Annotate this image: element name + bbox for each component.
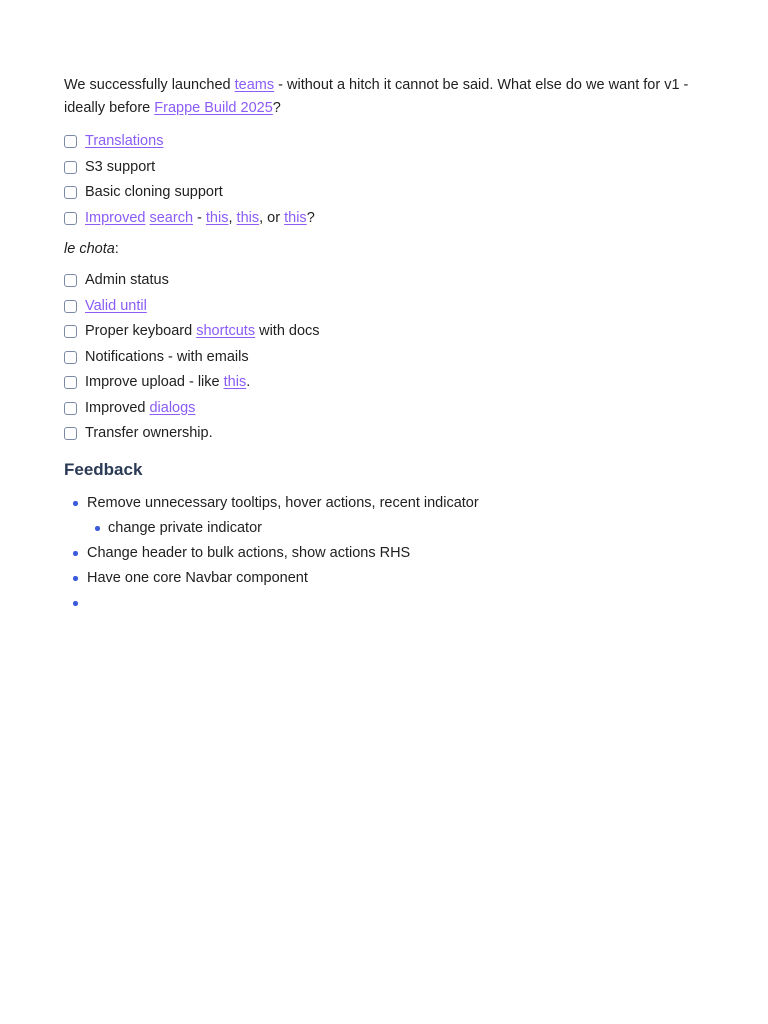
task-item-notifications xyxy=(64,345,704,371)
shortcuts-link[interactable]: shortcuts xyxy=(196,323,256,340)
checkbox[interactable] xyxy=(64,186,77,199)
checkbox[interactable] xyxy=(64,427,77,440)
checkbox[interactable] xyxy=(64,135,77,148)
task-item-valid-until xyxy=(64,294,704,320)
checkbox[interactable] xyxy=(64,351,77,364)
task-item-s3 xyxy=(64,155,704,181)
this-link-1[interactable]: this xyxy=(205,209,229,226)
dialogs-link[interactable]: dialogs xyxy=(149,399,196,416)
le-chota-label[interactable] xyxy=(64,238,704,261)
task-text: . xyxy=(246,374,251,391)
list-item[interactable] xyxy=(64,566,704,591)
frappe-build-link[interactable]: Frappe Build 2025 xyxy=(154,100,273,116)
teams-link[interactable]: teams xyxy=(234,77,275,93)
checkbox[interactable] xyxy=(64,376,77,389)
upload-this-link[interactable]: this xyxy=(223,374,247,391)
checkbox[interactable] xyxy=(64,325,77,338)
task-text: Proper keyboard xyxy=(85,323,197,340)
list-item[interactable] xyxy=(64,541,704,566)
intro-text-1: We successfully launched xyxy=(64,77,235,93)
task-label[interactable] xyxy=(85,320,320,343)
this-link-3[interactable]: this xyxy=(284,209,307,226)
task-label[interactable]: Transfer ownership. xyxy=(85,425,213,442)
checkbox[interactable] xyxy=(64,161,77,174)
feedback-text: Remove unnecessary tooltips, hover actions, recent indicator xyxy=(87,494,479,511)
task-item-transfer xyxy=(64,421,704,447)
list-item[interactable] xyxy=(64,491,704,541)
task-label[interactable] xyxy=(85,371,250,394)
task-text: with docs xyxy=(255,323,320,340)
task-item-search xyxy=(64,206,704,232)
checkbox[interactable] xyxy=(64,402,77,415)
separator-text: - xyxy=(193,209,206,226)
task-item-translations xyxy=(64,129,704,155)
checkbox[interactable] xyxy=(64,300,77,313)
task-label[interactable] xyxy=(85,207,315,230)
task-item-dialogs xyxy=(64,396,704,422)
task-item-shortcuts xyxy=(64,319,704,345)
intro-paragraph[interactable] xyxy=(64,74,704,120)
list-item-empty[interactable] xyxy=(64,591,704,616)
le-chota-colon: : xyxy=(114,241,119,257)
feedback-text: Change header to bulk actions, show actions RHS xyxy=(87,544,411,561)
checkbox[interactable] xyxy=(64,274,77,287)
translations-link[interactable]: Translations xyxy=(85,133,164,150)
small-task-list xyxy=(64,268,704,447)
task-label[interactable]: S3 support xyxy=(85,158,156,175)
v1-task-list xyxy=(64,129,704,231)
this-link-2[interactable]: this xyxy=(236,209,260,226)
task-item-upload xyxy=(64,370,704,396)
task-label[interactable]: Notifications - with emails xyxy=(85,348,249,365)
improved-link[interactable]: Improved xyxy=(85,209,146,226)
task-text: Improve upload - like xyxy=(85,374,224,391)
intro-text-2: - without a hitch it cannot be said. What else do we want for v1 - ideally before xyxy=(64,77,689,116)
question-mark: ? xyxy=(306,209,315,226)
task-text: Improved xyxy=(85,399,150,416)
document-body xyxy=(64,74,704,616)
or-text: , or xyxy=(259,209,285,226)
task-label[interactable] xyxy=(85,397,195,420)
comma-text: , xyxy=(228,209,237,226)
feedback-list xyxy=(64,491,704,616)
le-chota-text: le chota xyxy=(64,241,115,257)
task-item-cloning xyxy=(64,180,704,206)
valid-until-link[interactable]: Valid until xyxy=(85,297,147,314)
intro-text-3: ? xyxy=(272,100,281,116)
task-item-admin xyxy=(64,268,704,294)
task-label[interactable]: Admin status xyxy=(85,272,169,289)
task-label[interactable]: Basic cloning support xyxy=(85,184,223,201)
feedback-sublist xyxy=(87,516,704,541)
list-item[interactable] xyxy=(87,516,704,541)
checkbox[interactable] xyxy=(64,212,77,225)
feedback-heading[interactable]: Feedback xyxy=(64,459,143,479)
feedback-text: Have one core Navbar component xyxy=(87,569,308,586)
search-link[interactable]: search xyxy=(149,209,194,226)
feedback-text: change private indicator xyxy=(108,519,262,536)
